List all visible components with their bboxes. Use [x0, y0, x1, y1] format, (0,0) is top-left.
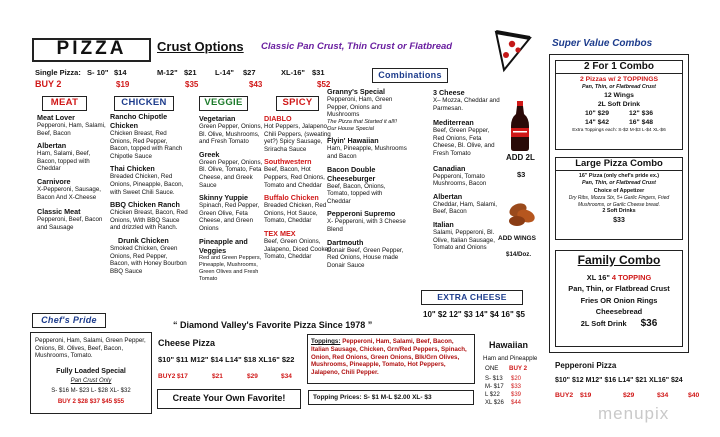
- family-line1: [555, 272, 683, 283]
- two-for-one-price-14: 14" $42: [584, 119, 609, 126]
- cheese-buy2-m: $21: [212, 373, 223, 380]
- price-l: $27: [243, 68, 256, 77]
- list-item: [433, 192, 501, 216]
- two-for-one-line4: 2L Soft Drink: [597, 101, 641, 108]
- buy2-l: $43: [249, 80, 263, 89]
- list-item: [433, 88, 501, 112]
- item-name: Canadian: [433, 163, 466, 173]
- family-drink-row: [555, 318, 683, 329]
- item-name: 3 Cheese: [433, 88, 465, 97]
- large-combo-line2: Pan, Thin, or Flatbread Crust: [582, 180, 656, 187]
- item-name: Albertan: [37, 141, 67, 151]
- item-name: Italian: [433, 219, 454, 229]
- item-name: Southwestern: [264, 157, 312, 167]
- soda-bottle-icon: [508, 100, 532, 152]
- buy2-prices-row: [116, 80, 330, 89]
- item-desc: Chicken Breast, Bacon, Red Onions, With BBQ Sauce and drizzled with Ranch.: [110, 209, 188, 232]
- table-row: [485, 383, 521, 391]
- item-name: Bacon Double Cheeseburger: [327, 164, 376, 183]
- item-name: Albertan: [433, 191, 463, 201]
- item-name: Vegetarian: [199, 114, 236, 123]
- item-name: Drunk Chicken: [118, 235, 169, 245]
- hawaiian-buy2-price: $39: [511, 392, 522, 398]
- price-s: $14: [114, 68, 127, 77]
- hawaiian-size: M- $17: [485, 384, 504, 390]
- cheese-pizza-prices: $10" $11 M12" $14 L14" $18 XL16" $22: [158, 355, 295, 364]
- item-name: BBQ Chicken Ranch: [110, 200, 180, 210]
- pepperoni-prices: $10" $12 M12" $16 L14" $21 XL16" $24: [555, 377, 683, 384]
- item-desc: Breaded Chicken, Red Onions, Hot Sauce, Tomato, Cheddar: [264, 202, 327, 225]
- item-desc: Pepperoni, Ham, Green Pepper, Onions and Mushrooms: [327, 96, 393, 119]
- size-xl: XL-16": [281, 68, 305, 77]
- buy2-xl: $52: [317, 80, 331, 89]
- spicy-column: [264, 114, 336, 265]
- item-name: Skinny Yuppie: [199, 193, 248, 203]
- list-item: [264, 229, 336, 261]
- item-note: The Pizza that Started it all!! Our House Special: [327, 118, 397, 132]
- size-s: S- 10": [87, 68, 109, 77]
- pepperoni-buy2-row: [555, 392, 699, 399]
- large-combo-line3: Choice of Appetizer: [593, 187, 645, 194]
- hawaiian-size: XL $26: [485, 400, 504, 406]
- family-combo-details: [555, 272, 683, 329]
- large-combo-line5: 2 Soft Drinks: [602, 208, 636, 215]
- family-price: $36: [640, 317, 658, 329]
- item-desc: Cheddar, Ham, Salami, Beef, Bacon: [433, 200, 497, 216]
- item-desc: Ham, Salami, Beef, Bacon, topped with Cheddar: [37, 150, 91, 173]
- chicken-header: CHICKEN: [114, 96, 174, 111]
- super-value-title: Super Value Combos: [552, 38, 653, 49]
- extra-cheese-header: EXTRA CHEESE: [421, 290, 523, 305]
- item-name: Carnivore: [37, 176, 71, 186]
- item-desc: Donair Beef, Green Pepper, Red Onions, House made Donair Sauce: [327, 246, 404, 269]
- family-line2: Pan, Thin, or Flatbread Crust: [568, 284, 670, 294]
- list-item: [433, 118, 501, 157]
- item-name: Greek: [199, 149, 220, 159]
- size-m: M-12": [157, 68, 178, 77]
- hawaiian-size: L $22: [485, 392, 500, 398]
- item-name: TEX MEX: [264, 228, 296, 238]
- hawaiian-one: ONE: [485, 365, 499, 372]
- family-line3: Fries OR Onion Rings: [580, 295, 658, 305]
- item-desc: Ham, Pineapple, Mushrooms and Bacon: [327, 145, 407, 160]
- list-item: [199, 114, 267, 146]
- list-item: [327, 209, 407, 233]
- item-desc: Breaded Chicken, Red Onions, Pineapple, Bacon, with Sweet Chili Sauce.: [110, 173, 184, 196]
- two-for-one-details: [555, 75, 683, 134]
- meat-header: MEAT: [42, 96, 87, 111]
- veggie-header: VEGGIE: [199, 96, 248, 111]
- combinations-col1: [327, 87, 407, 273]
- list-item: [433, 164, 501, 188]
- create-favorite-label: Create Your Own Favorite!: [172, 393, 286, 403]
- item-desc: Green Pepper, Onions, Bl. Olive, Tomato, Feta Cheese, and Greek Sauce: [199, 158, 263, 189]
- combinations-col2: [433, 88, 501, 256]
- list-item: [264, 157, 336, 189]
- item-name: Pepperoni Supremo: [327, 209, 396, 219]
- list-item: [199, 193, 267, 232]
- item-desc: Salami, Pepperoni, Bl. Olive, Italian Sausage, Tomato and Onions: [433, 228, 495, 252]
- list-item: [199, 150, 267, 189]
- meat-column: [37, 113, 107, 235]
- hawaiian-buy2-price: $44: [511, 400, 522, 406]
- item-name: Flyin' Hawaiian: [327, 136, 379, 146]
- crust-options: Classic Pan Crust, Thin Crust or Flatbread: [261, 41, 453, 52]
- item-desc: X-Pepperoni, Sausage, Bacon And X-Cheese: [37, 185, 101, 201]
- chefs-pride-buy2: BUY 2 $28 $37 $45 $55: [57, 398, 125, 405]
- item-desc: Pepperoni, Tomato Mushrooms, Bacon: [433, 172, 487, 188]
- pepperoni-buy2-label: BUY2: [555, 392, 574, 399]
- chicken-column: [110, 112, 188, 279]
- list-item: [37, 207, 107, 231]
- large-combo-line1: 16" Pizza (only chef's pride ex.): [578, 173, 660, 179]
- pizza-slice-icon: [492, 28, 534, 74]
- extra-cheese-prices: 10" $2 12" $3 14" $4 16" $5: [423, 310, 525, 319]
- list-item: [327, 136, 407, 160]
- item-name: Rancho Chipotle Chicken: [110, 112, 168, 130]
- two-for-one-note: Extra Toppings each: S-$2 M-$3 L-$4 XL-$6: [572, 128, 666, 133]
- cheese-buy2-xl: $34: [281, 373, 292, 380]
- family-line5: 2L Soft Drink: [580, 318, 627, 328]
- family-combo-title: Family Combo: [577, 253, 661, 267]
- cheese-buy2-label: BUY2: [158, 373, 176, 380]
- item-desc: X– Mozza, Cheddar and Parmesan.: [433, 97, 500, 112]
- list-item: [37, 177, 107, 201]
- cheese-buy2-l: $29: [247, 373, 258, 380]
- hawaiian-buy2-price: $20: [511, 376, 522, 382]
- item-desc: X- Pepperoni, with 3 Cheese Blend: [327, 218, 406, 233]
- chicken-wings-icon: [504, 196, 540, 230]
- hawaiian-subtitle: Ham and Pineapple: [483, 355, 538, 362]
- item-desc: Pepperoni, Ham, Salami, Beef, Bacon: [37, 122, 106, 137]
- item-desc: Spinach, Red Pepper, Green Olive, Feta Cheese, and Green Onions: [199, 202, 260, 232]
- size-prices-row: [87, 68, 325, 77]
- list-item: [110, 236, 188, 275]
- list-item: [327, 165, 407, 206]
- list-item: [264, 114, 336, 153]
- item-name: Granny's Special: [327, 87, 386, 96]
- large-combo-line4: Dry Ribs, Mozza Stx, 5+ Garlic Fingers, Fried Mushrooms, or Garlic Cheese bread.: [568, 195, 670, 208]
- spicy-header: SPICY: [276, 96, 319, 111]
- toppings-list: Pepperoni, Ham, Salami, Beef, Bacon, Italian Sausage, Chicken, Grn/Red Peppers, Spinach, Onion, Red Onions, Green Onions, Blk/Grn Olives, Mushrooms, Pineapple, Tomato, Hot Peppers, Jalapeno, Chili Pepper.: [311, 338, 467, 377]
- item-desc: Hot Peppers, Jalapeno, Chili Peppers, (sweating yet?) Spicy Sausage, Sriracha Sauce: [264, 123, 331, 153]
- buy2-label: BUY 2: [35, 79, 62, 89]
- add-2l-label: ADD 2L: [506, 153, 535, 162]
- add-wings-price: $14/Doz.: [506, 251, 532, 258]
- table-row: [485, 399, 521, 407]
- cheese-buy2-s: $17: [177, 373, 188, 380]
- tagline: “ Diamond Valley's Favorite Pizza Since 1978 ”: [173, 320, 373, 330]
- toppings-text: [311, 338, 473, 377]
- buy2-m: $35: [185, 80, 199, 89]
- item-desc: Beef, Green Onions, Jalapeno, Diced Cooked Tomato, Cheddar: [264, 237, 332, 261]
- item-desc: Beef, Green Pepper, Red Onions, Feta Cheese, Bl. Olive, and Fresh Tomato: [433, 127, 495, 157]
- two-for-one-prices-row2: [555, 118, 683, 127]
- add-wings-label: ADD WINGS: [498, 235, 536, 242]
- buy2-s: $19: [116, 80, 130, 89]
- toppings-label: Toppings:: [311, 338, 341, 345]
- chefs-pride-sizes: S- $16 M- $23 L- $28 XL- $32: [51, 388, 131, 394]
- large-combo-details: [557, 173, 681, 226]
- item-desc: Smoked Chicken, Green Onions, Red Pepper, Bacon, with Honey Bourbon BBQ Sauce: [110, 244, 187, 275]
- two-for-one-prices-row1: [555, 109, 683, 118]
- item-name: DIABLO: [264, 114, 292, 123]
- list-item: [199, 237, 267, 283]
- item-desc: Chicken Breast, Red Onions, Red Pepper, Bacon, topped with Ranch Chipotle Sauce: [110, 130, 183, 160]
- two-for-one-line1: 2 Pizzas w/ 2 TOPPINGS: [579, 76, 659, 83]
- pepperoni-buy2-xl: $40: [688, 392, 700, 399]
- chefs-pride-desc: Pepperoni, Ham, Salami, Green Pepper, Onions, Bl. Olives, Beef, Bacon, Mushrooms, Tomato.: [35, 337, 146, 360]
- item-name: Pineapple and Veggies: [199, 236, 248, 255]
- item-name: Dartmouth: [327, 237, 364, 247]
- item-desc: Beef, Bacon, Onions, Tomato, topped with Cheddar: [327, 182, 386, 205]
- add-2l-price: $3: [517, 170, 526, 179]
- item-desc: Pepperoni, Beef, Bacon and Sausage: [37, 216, 103, 231]
- item-name: Meat Lover: [37, 113, 75, 122]
- item-name: Classic Meat: [37, 207, 81, 217]
- hawaiian-title: Hawaiian: [489, 340, 529, 350]
- pepperoni-title: Pepperoni Pizza: [555, 361, 617, 370]
- item-desc: Green Pepper, Onions, Bl. Olive, Mushrooms, and Fresh Tomato: [199, 123, 263, 146]
- hawaiian-table: [485, 375, 521, 407]
- topping-prices: Topping Prices: S- $1 M-L $2.00 XL- $3: [313, 394, 432, 401]
- item-name: Thai Chicken: [110, 164, 155, 174]
- cheese-buy2-row: [158, 373, 292, 380]
- hawaiian-size: S- $13: [485, 376, 503, 382]
- table-row: [485, 391, 521, 399]
- two-for-one-price-16: 16" $48: [629, 119, 654, 126]
- crust-title: Crust Options: [157, 39, 244, 54]
- list-item: [327, 87, 407, 132]
- list-item: [327, 238, 407, 270]
- pan-only-label: Pan Crust Only: [70, 378, 112, 384]
- list-item: [110, 164, 188, 196]
- large-combo-title: Large Pizza Combo: [555, 157, 683, 171]
- hawaiian-buy2-price: $33: [511, 384, 522, 390]
- price-xl: $31: [312, 68, 325, 77]
- list-item: [37, 113, 107, 137]
- two-for-one-line2: Pan, Thin, or Flatbread Crust: [582, 84, 656, 90]
- two-for-one-price-10: 10" $29: [584, 110, 609, 117]
- pepperoni-buy2-l: $34: [657, 392, 669, 399]
- pepperoni-buy2-m: $29: [623, 392, 635, 399]
- cheese-pizza-title: Cheese Pizza: [158, 338, 216, 348]
- item-name: Buffalo Chicken: [264, 193, 319, 203]
- two-for-one-line3: 12 Wings: [604, 92, 634, 99]
- fully-loaded-label: Fully Loaded Special: [56, 368, 126, 375]
- list-item: [110, 112, 188, 160]
- family-line4: Cheesebread: [595, 307, 643, 317]
- list-item: [37, 141, 107, 173]
- item-desc: Red and Green Peppers, Pineapple, Mushrooms, Green Olives and Fresh Tomato: [199, 254, 262, 282]
- item-desc: Beef, Bacon, Hot Peppers, Red Onions, Tomato and Cheddar: [264, 166, 325, 189]
- list-item: [264, 193, 336, 225]
- menupix-watermark: menupix: [598, 404, 670, 423]
- list-item: [433, 220, 501, 252]
- pizza-title: PIZZA: [56, 38, 127, 59]
- combinations-header: Combinations: [372, 68, 448, 83]
- large-combo-price: $33: [613, 217, 625, 225]
- table-row: [485, 375, 521, 383]
- size-l: L-14": [215, 68, 234, 77]
- list-item: [110, 200, 188, 232]
- veggie-column: [199, 114, 267, 287]
- pepperoni-buy2-s: $19: [580, 392, 592, 399]
- two-for-one-title: 2 For 1 Combo: [555, 60, 683, 74]
- two-for-one-price-12: 12" $36: [629, 110, 654, 117]
- item-name: Mediterrean: [433, 118, 474, 128]
- chefs-pride-header: Chef's Pride: [32, 313, 106, 328]
- single-pizza-label: Single Pizza:: [35, 68, 81, 77]
- price-m: $21: [184, 68, 197, 77]
- family-line1-text: XL 16" 4 TOPPING: [586, 273, 652, 282]
- hawaiian-buy2: BUY 2: [509, 365, 528, 372]
